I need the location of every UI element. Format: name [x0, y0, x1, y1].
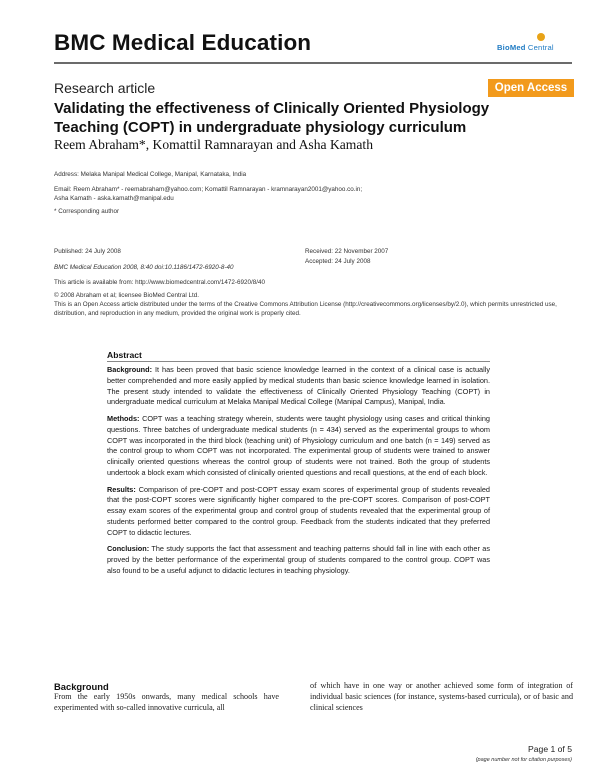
article-url[interactable]: This article is available from: http://www.biomedcentral.com/1472-6920/8/40 — [54, 279, 266, 286]
logo-wordmark — [497, 43, 554, 52]
header-rule — [54, 62, 572, 64]
email-block — [54, 185, 554, 203]
corresponding-author: * Corresponding author — [54, 208, 120, 215]
abstract-label: Results: — [107, 484, 136, 494]
logo-dot-icon — [537, 33, 545, 41]
page-number: Page 1 of 5 — [528, 744, 572, 754]
open-access-badge: Open Access — [488, 79, 574, 97]
abstract-text: It has been proved that basic science knowledge learned in the context of a clinical case is actually better comprehended and more easily applied by medical students than basic science knowledge learned in isolation. The present study intended to validate the effectiveness of Clinically Oriented Physiology Teaching (COPT) in undergraduate medical curriculum at Melaka Manipal Medical College (Manipal Campus), Manipal, India. — [107, 365, 490, 407]
abstract-results — [107, 485, 490, 539]
abstract — [107, 350, 490, 583]
biomed-central-logo[interactable] — [497, 33, 577, 55]
logo-bio: BioMed — [497, 43, 526, 52]
address: Address: Melaka Manipal Medical College, Manipal, Karnataka, India — [54, 171, 247, 178]
abstract-label: Methods: — [107, 413, 140, 423]
section-heading-background: Background — [54, 681, 109, 692]
email-line[interactable]: Email: Reem Abraham* - reemabraham@yahoo.com; Komattil Ramnarayan - kramnarayan2001@yahoo.co.in; — [54, 186, 363, 193]
body-column-left: From the early 1950s onwards, many medical schools have experimented with so-called innovative curricula, all — [54, 692, 279, 712]
abstract-label: Conclusion: — [107, 544, 150, 554]
abstract-heading: Abstract — [107, 350, 490, 362]
dates-info — [305, 247, 388, 266]
abstract-methods — [107, 414, 490, 479]
published-date: Published: 24 July 2008 — [54, 248, 121, 255]
logo-central: Central — [525, 43, 554, 52]
received-date: Received: 22 November 2007 — [305, 248, 389, 255]
abstract-conclusion — [107, 544, 490, 576]
abstract-background — [107, 365, 490, 408]
abstract-label: Background: — [107, 365, 152, 374]
author-list: Reem Abraham*, Komattil Ramnarayan and Asha Kamath — [54, 137, 373, 152]
copyright: © 2008 Abraham et al; licensee BioMed Central Ltd. — [54, 292, 200, 299]
body-column-right: of which have in one way or another achieved some form of integration of individual basic sciences (for instance, systems-based curricula), or of basic and clinical sciences — [310, 681, 573, 712]
license-text: This is an Open Access article distributed under the terms of the Creative Commons Attribution License (http://creativecommons.org/licenses/by/2.0), which permits unrestricted use, distribution, and reproduction in any medium, provided the original work is properly cited. — [54, 301, 557, 317]
page-note: (page number not for citation purposes) — [475, 757, 572, 763]
article-type: Research article — [54, 80, 156, 96]
abstract-text: The study supports the fact that assessment and teaching patterns should fall in line with each other as proved by the better performance of the experimental group of students compared to the control group. COPT was also found to be a useful adjunct to didactic lectures in teaching physiology. — [107, 544, 490, 575]
abstract-text: Comparison of pre-COPT and post-COPT essay exam scores of experimental group of students revealed that the post-COPT scores were significantly higher compared to the pre-COPT scores. Comparison of post-COPT essay exam scores of the experimental group and control group of students revealed that the experimental group of students performed better compared to the control group. Feedback from the students indicated that they preferred COPT to didactic lectures. — [107, 484, 490, 537]
abstract-text: COPT was a teaching strategy wherein, students were taught physiology using cases and critical thinking questions. Three batches of undergraduate medical students (n = 434) served as the experimental groups to whom COPT was incorporated in the third block (teaching unit) of Physiology curriculum and one batch (n = 149) served as the control group to whom COPT was not incorporated. The experimental group of students were trained to answer clinically oriented questions whereas the control group of students were not trained. Both the group of students undertook a block exam which consisted of clinically oriented questions and recall questions, at the end of each block. — [107, 413, 490, 477]
copyright-block — [54, 291, 574, 318]
publication-info — [54, 247, 233, 272]
accepted-date: Accepted: 24 July 2008 — [305, 258, 371, 265]
citation: BMC Medical Education 2008, 8:40 doi:10.1186/1472-6920-8-40 — [54, 264, 234, 271]
email-line[interactable]: Asha Kamath - aska.kamath@manipal.edu — [54, 195, 174, 202]
article-title: Validating the effectiveness of Clinically Oriented Physiology Teaching (COPT) in undergraduate physiology curriculum — [54, 100, 490, 136]
journal-title: BMC Medical Education — [54, 30, 312, 55]
